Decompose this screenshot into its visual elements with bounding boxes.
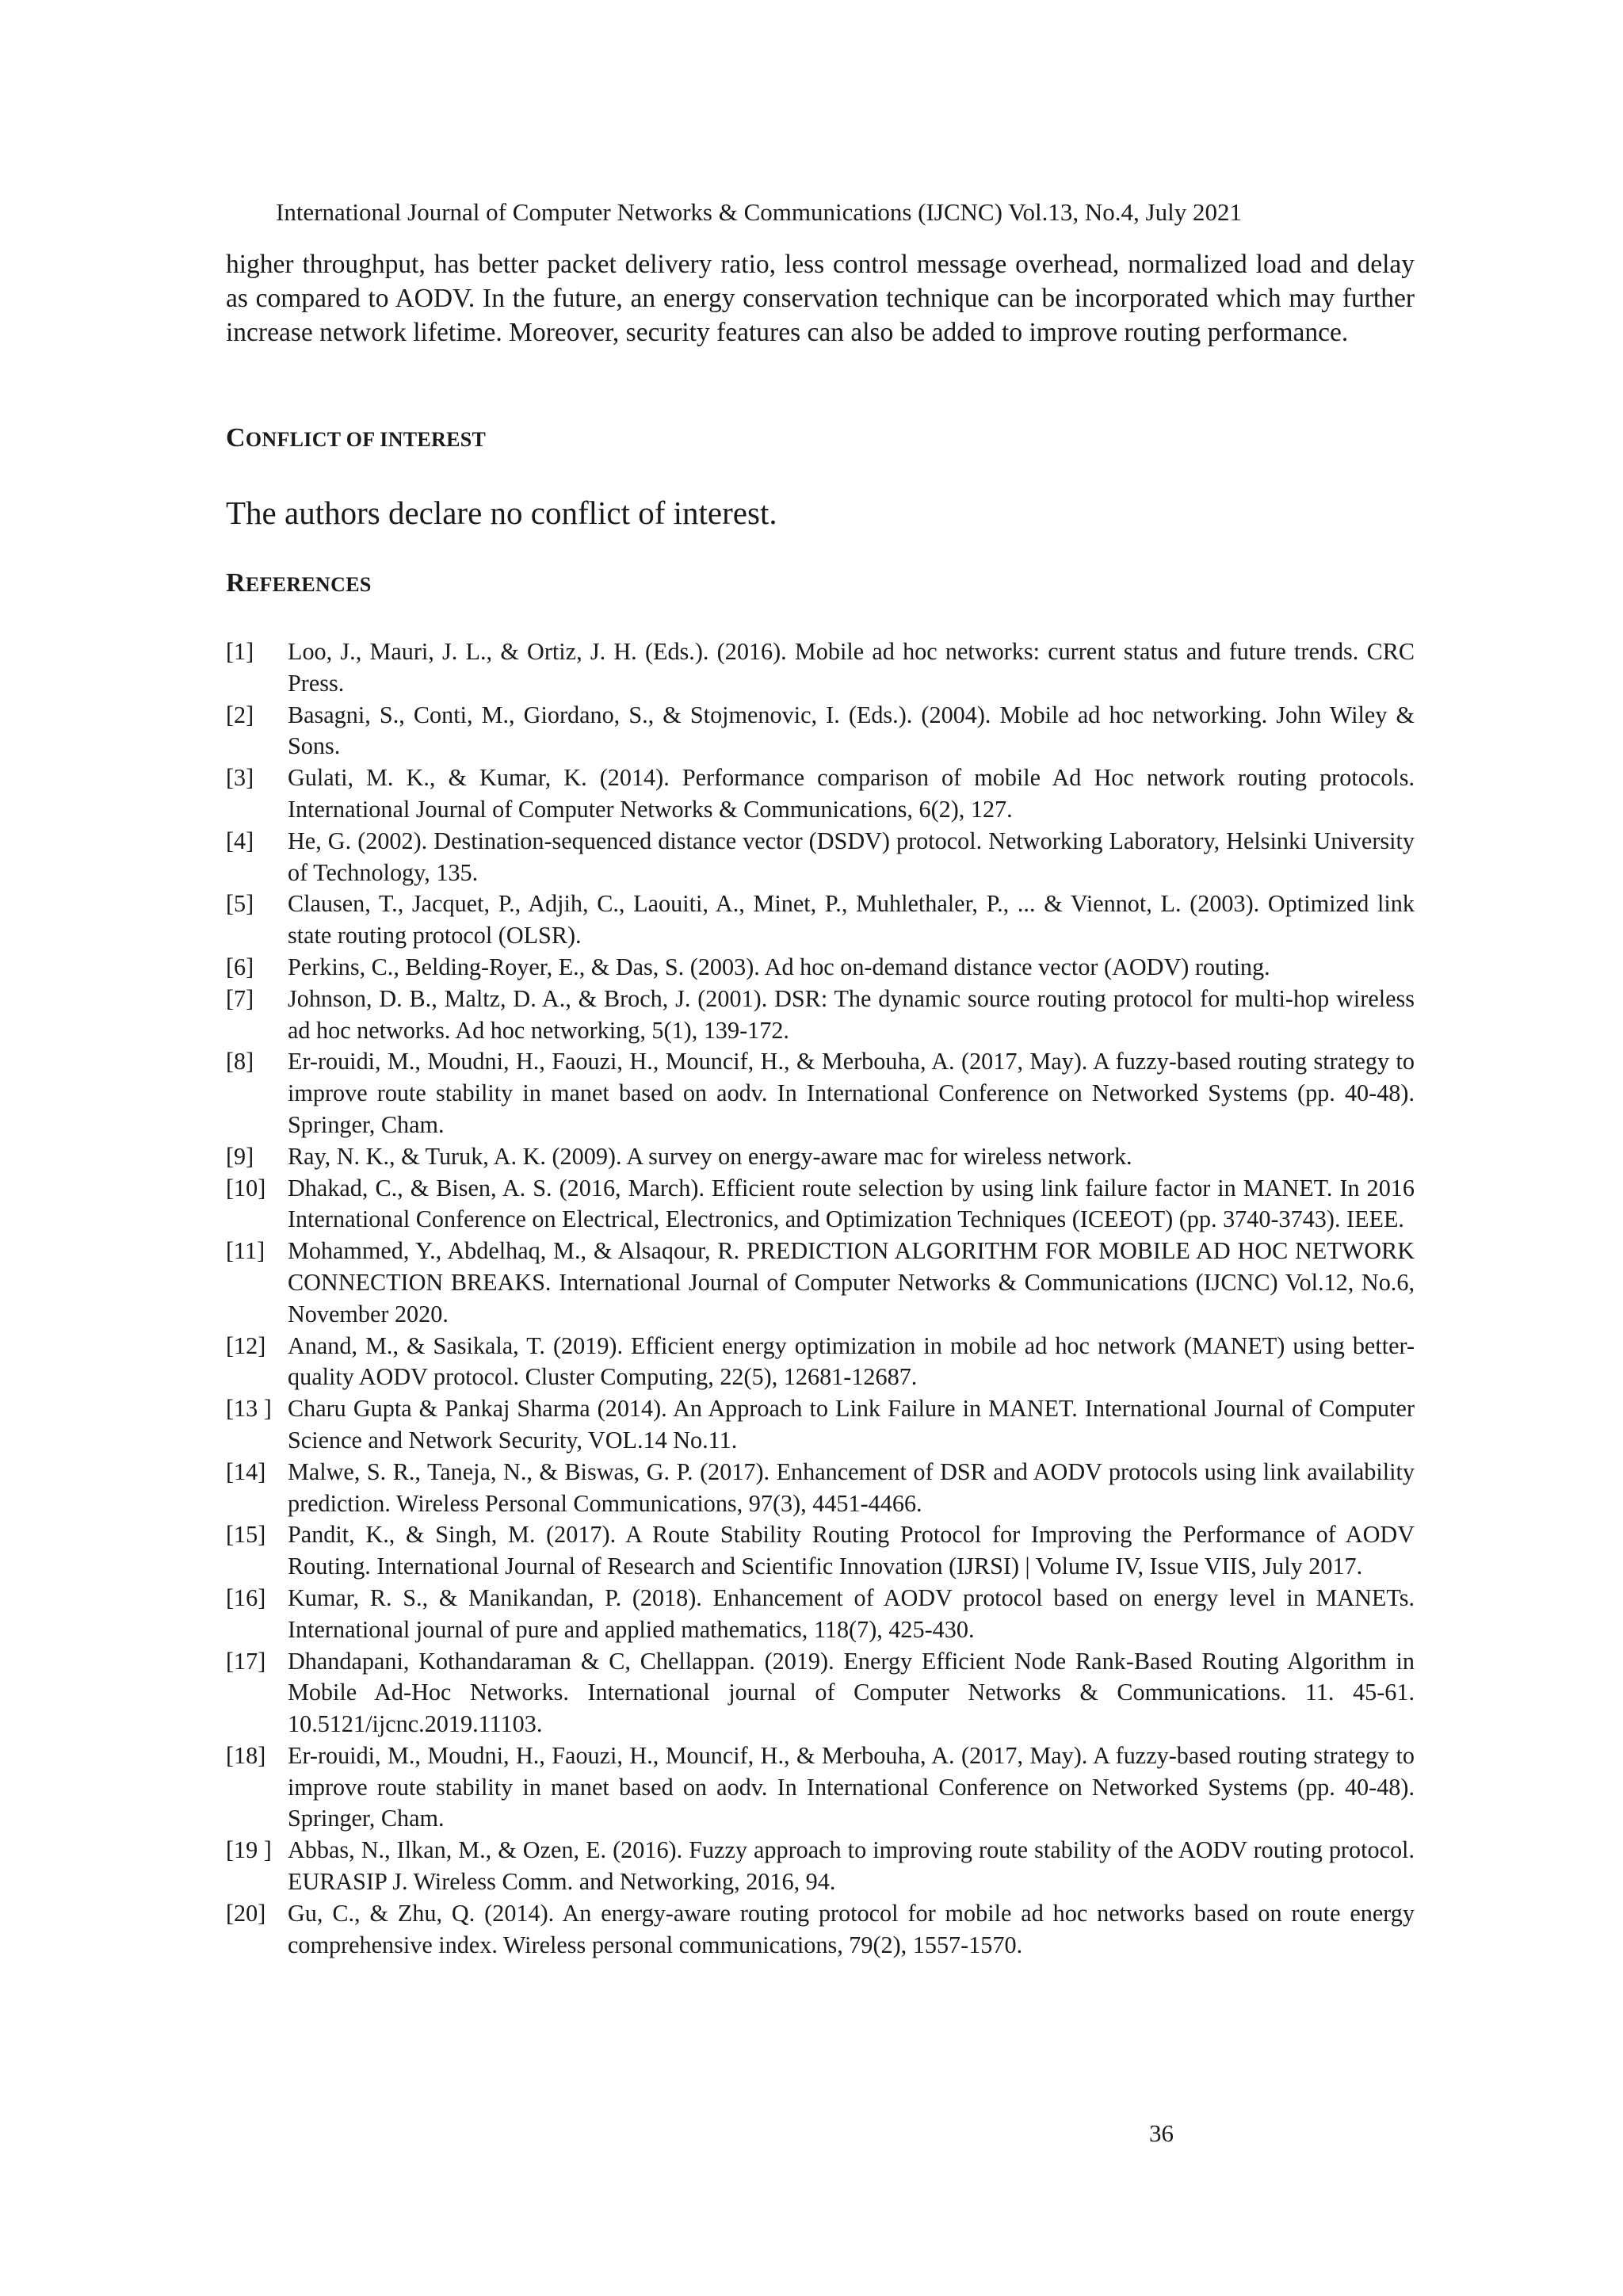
reference-item	[226, 1141, 1415, 1173]
reference-text: Pandit, K., & Singh, M. (2017). A Route Stability Routing Protocol for Improving the Performance of AODV Routing. International Journal of Research and Scientific Innovation (IJRSI) | Volume IV, Issue VIIS, July 2017.	[288, 1521, 1415, 1580]
reference-text: Ray, N. K., & Turuk, A. K. (2009). A survey on energy-aware mac for wireless network.	[288, 1142, 1132, 1170]
page-number: 36	[1149, 2119, 1174, 2147]
reference-number: [2]	[226, 701, 254, 728]
reference-number: [12]	[226, 1331, 266, 1359]
reference-text: Malwe, S. R., Taneja, N., & Biswas, G. P. (2017). Enhancement of DSR and AODV protocols using link availability prediction. Wireless Personal Communications, 97(3), 4451-4466.	[288, 1457, 1415, 1517]
closing-paragraph: higher throughput, has better packet delivery ratio, less control message overhead, normalized load and delay as compared to AODV. In the future, an energy conservation technique can be incorporated which may further increase network lifetime. Moreover, security features can also be added to improve routing performance.	[226, 250, 1415, 347]
conflict-of-interest-statement: The authors declare no conflict of interest.	[226, 495, 777, 531]
reference-number: [5]	[226, 890, 254, 918]
reference-item	[226, 952, 1415, 984]
reference-number: [3]	[226, 764, 254, 792]
running-header: International Journal of Computer Networks & Communications (IJCNC) Vol.13, No.4, July 2021	[276, 198, 1242, 226]
reference-item	[226, 1583, 1415, 1646]
reference-item	[226, 826, 1415, 889]
reference-number: [15]	[226, 1521, 266, 1549]
reference-item	[226, 1646, 1415, 1740]
reference-text: Johnson, D. B., Maltz, D. A., & Broch, J. (2001). DSR: The dynamic source routing protocol for multi-hop wireless ad hoc networks. Ad hoc networking, 5(1), 139-172.	[288, 984, 1415, 1044]
reference-number: [7]	[226, 984, 254, 1012]
reference-item	[226, 1393, 1415, 1457]
reference-item	[226, 636, 1415, 700]
reference-number: [13 ]	[226, 1395, 272, 1423]
reference-text: Dhakad, C., & Bisen, A. S. (2016, March). Efficient route selection by using link failure factor in MANET. In 2016 International Conference on Electrical, Electronics, and Optimization Techniques (ICEEOT) (pp. 3740-3743). IEEE.	[288, 1174, 1415, 1233]
reference-text: Gulati, M. K., & Kumar, K. (2014). Performance comparison of mobile Ad Hoc network routing protocols. International Journal of Computer Networks & Communications, 6(2), 127.	[288, 764, 1415, 823]
reference-number: [10]	[226, 1174, 266, 1201]
reference-number: [18]	[226, 1741, 266, 1769]
reference-number: [20]	[226, 1899, 266, 1927]
reference-item	[226, 762, 1415, 826]
reference-item	[226, 1519, 1415, 1583]
reference-number: [16]	[226, 1584, 266, 1611]
reference-number: [4]	[226, 827, 254, 854]
reference-item	[226, 1740, 1415, 1835]
reference-text: Mohammed, Y., Abdelhaq, M., & Alsaqour, R. PREDICTION ALGORITHM FOR MOBILE AD HOC NETWORK CONNECTION BREAKS. International Journal of Computer Networks & Communications (IJCNC) Vol.12, No.6, November 2020.	[288, 1237, 1415, 1328]
reference-number: [6]	[226, 953, 254, 980]
reference-text: Abbas, N., Ilkan, M., & Ozen, E. (2016). Fuzzy approach to improving route stability of the AODV routing protocol. EURASIP J. Wireless Comm. and Networking, 2016, 94.	[288, 1836, 1415, 1896]
reference-item	[226, 1046, 1415, 1140]
reference-text: Loo, J., Mauri, J. L., & Ortiz, J. H. (Eds.). (2016). Mobile ad hoc networks: current status and future trends. CRC Press.	[288, 638, 1415, 697]
reference-item	[226, 1173, 1415, 1236]
reference-text: Kumar, R. S., & Manikandan, P. (2018). Enhancement of AODV protocol based on energy level in MANETs. International journal of pure and applied mathematics, 118(7), 425-430.	[288, 1584, 1415, 1643]
reference-text: Gu, C., & Zhu, Q. (2014). An energy-aware routing protocol for mobile ad hoc networks based on route energy comprehensive index. Wireless personal communications, 79(2), 1557-1570.	[288, 1899, 1415, 1958]
reference-number: [19 ]	[226, 1836, 272, 1864]
reference-text: Clausen, T., Jacquet, P., Adjih, C., Laouiti, A., Minet, P., Muhlethaler, P., ... & Viennot, L. (2003). Optimized link state routing protocol (OLSR).	[288, 890, 1415, 949]
reference-text: Basagni, S., Conti, M., Giordano, S., & Stojmenovic, I. (Eds.). (2004). Mobile ad hoc networking. John Wiley & Sons.	[288, 701, 1415, 760]
reference-text: Er-rouidi, M., Moudni, H., Faouzi, H., Mouncif, H., & Merbouha, A. (2017, May). A fuzzy-based routing strategy to improve route stability in manet based on aodv. In International Conference on Networked Systems (pp. 40-48). Springer, Cham.	[288, 1741, 1415, 1832]
conflict-of-interest-heading	[226, 423, 486, 453]
reference-number: [1]	[226, 638, 254, 665]
reference-item	[226, 700, 1415, 763]
reference-item	[226, 1457, 1415, 1520]
reference-item	[226, 1835, 1415, 1898]
reference-item	[226, 888, 1415, 952]
heading-rest: ONFLICT OF INTEREST	[245, 428, 487, 451]
reference-number: [11]	[226, 1237, 265, 1265]
reference-text: Anand, M., & Sasikala, T. (2019). Efficient energy optimization in mobile ad hoc network (MANET) using better-quality AODV protocol. Cluster Computing, 22(5), 12681-12687.	[288, 1331, 1415, 1391]
reference-item	[226, 1236, 1415, 1330]
reference-text: Er-rouidi, M., Moudni, H., Faouzi, H., Mouncif, H., & Merbouha, A. (2017, May). A fuzzy-based routing strategy to improve route stability in manet based on aodv. In International Conference on Networked Systems (pp. 40-48). Springer, Cham.	[288, 1048, 1415, 1138]
reference-number: [9]	[226, 1142, 254, 1170]
heading-rest: EFERENCES	[245, 573, 372, 596]
reference-item	[226, 984, 1415, 1047]
reference-item	[226, 1331, 1415, 1394]
reference-list	[226, 636, 1415, 1961]
reference-number: [8]	[226, 1048, 254, 1075]
reference-text: Dhandapani, Kothandaraman & C, Chellappan. (2019). Energy Efficient Node Rank-Based Routing Algorithm in Mobile Ad-Hoc Networks. International journal of Computer Networks & Communications. 11. 45-61. 10.5121/ijcnc.2019.11103.	[288, 1647, 1415, 1738]
reference-number: [17]	[226, 1647, 266, 1675]
heading-initial: R	[226, 568, 246, 598]
reference-text: He, G. (2002). Destination-sequenced distance vector (DSDV) protocol. Networking Laboratory, Helsinki University of Technology, 135.	[288, 827, 1415, 886]
references-heading	[226, 568, 372, 598]
reference-item	[226, 1898, 1415, 1962]
reference-text: Perkins, C., Belding-Royer, E., & Das, S. (2003). Ad hoc on-demand distance vector (AODV) routing.	[288, 953, 1270, 980]
reference-text: Charu Gupta & Pankaj Sharma (2014). An Approach to Link Failure in MANET. International Journal of Computer Science and Network Security, VOL.14 No.11.	[288, 1395, 1415, 1454]
heading-initial: C	[226, 423, 246, 453]
reference-number: [14]	[226, 1457, 266, 1485]
